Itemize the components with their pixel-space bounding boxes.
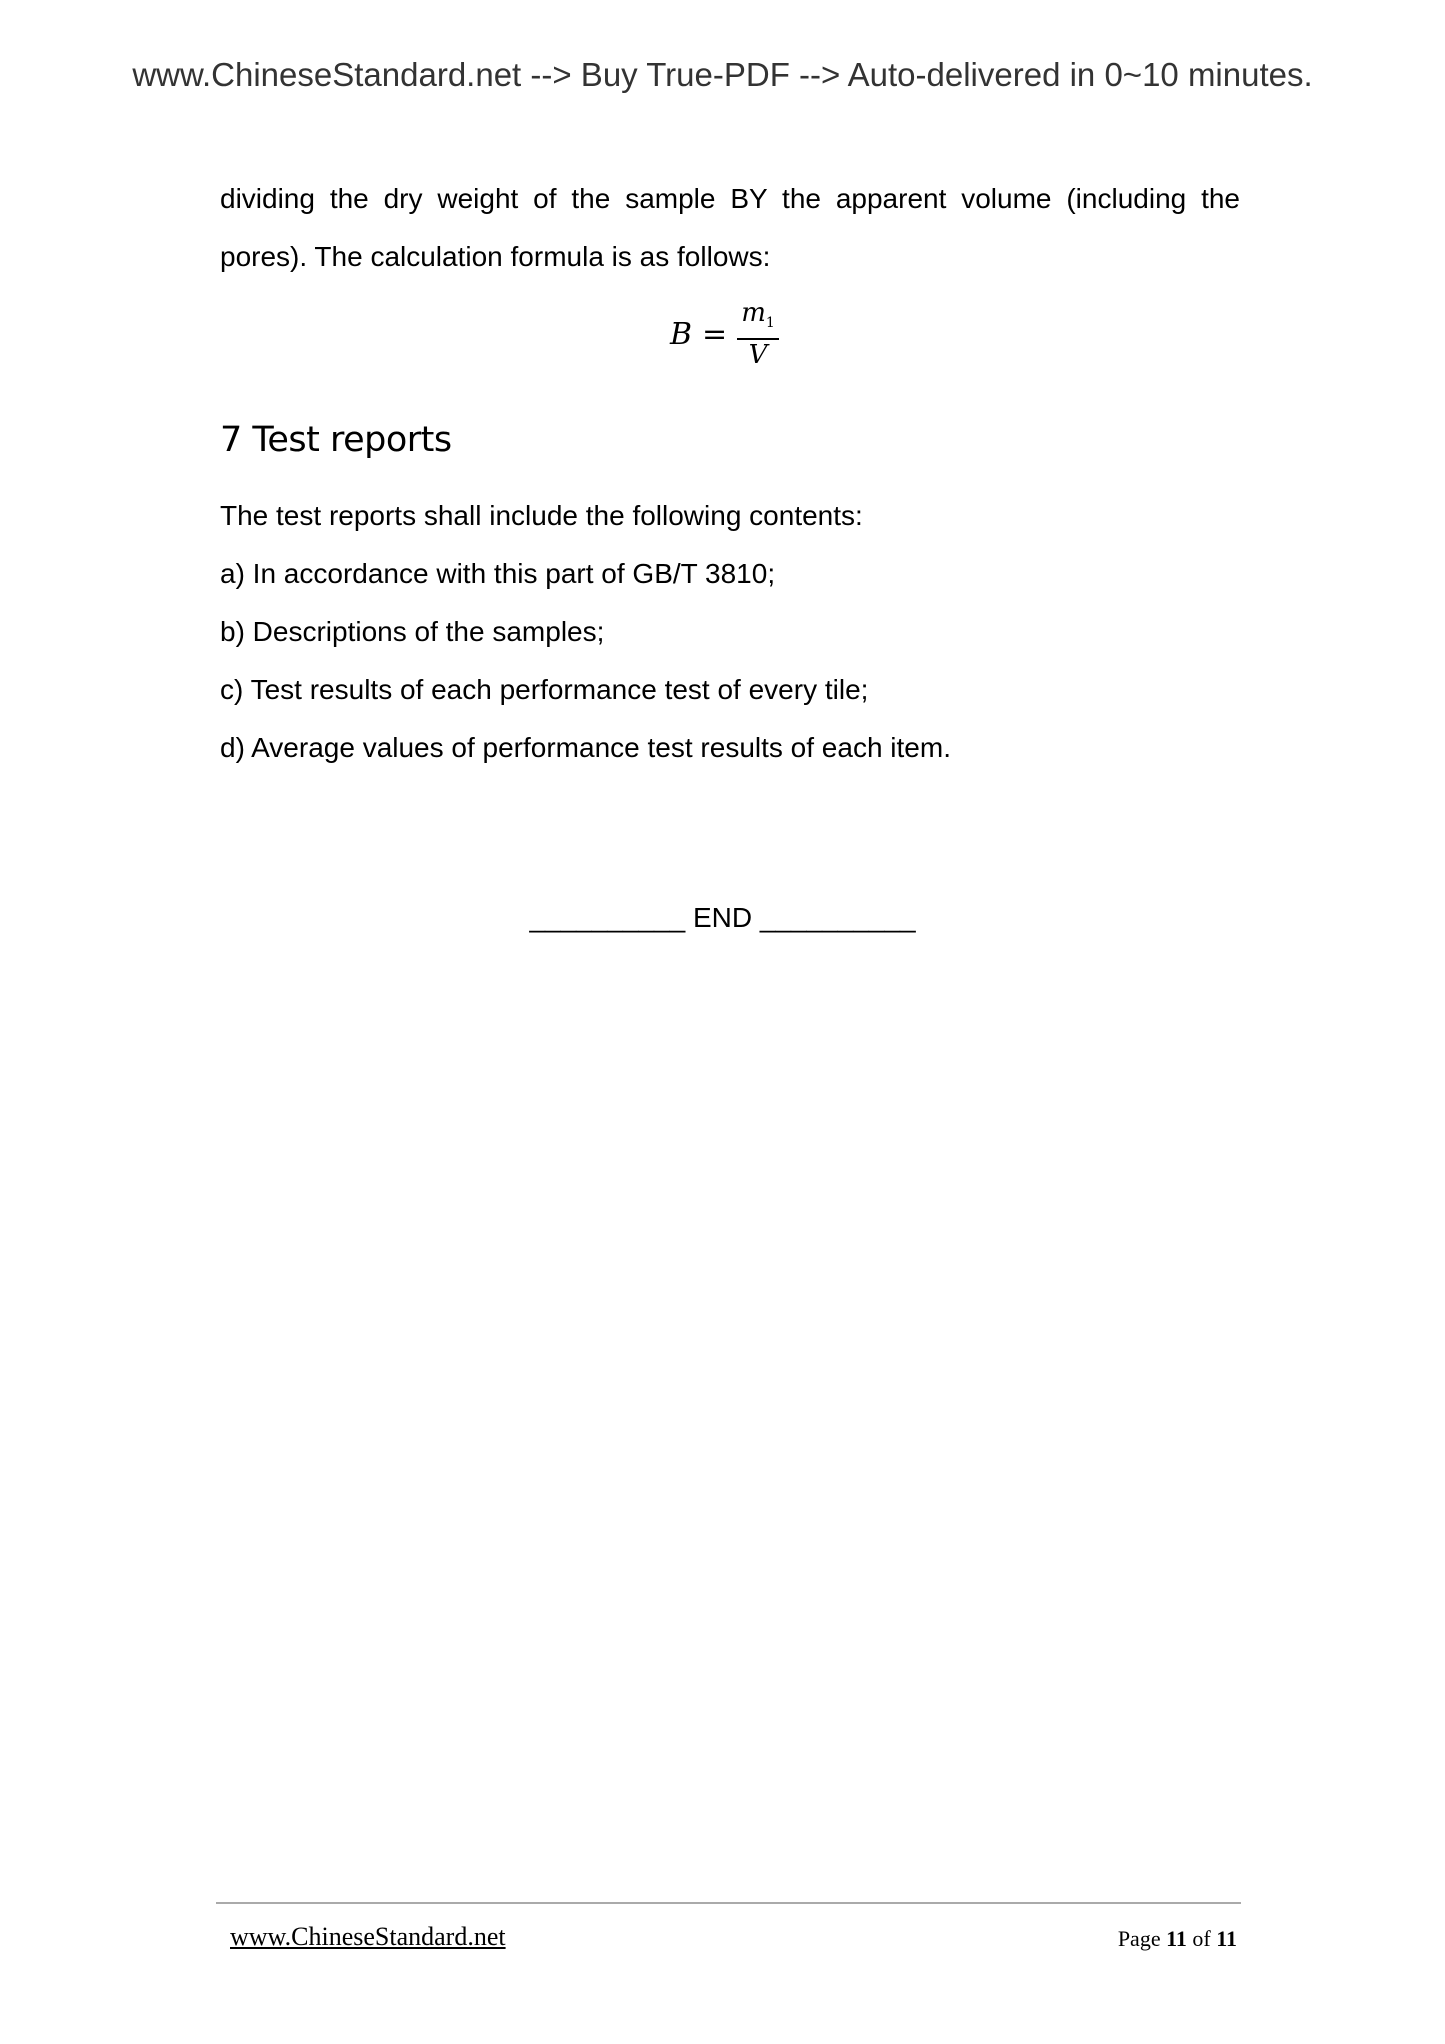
formula-lhs: B [670,316,693,352]
formula-numerator-subscript: 1 [765,315,775,332]
formula-fraction [737,298,779,371]
page-total: 11 [1216,1926,1237,1951]
footer-divider [216,1902,1241,1904]
site-banner: www.ChineseStandard.net --> Buy True-PDF --> Auto-delivered in 0~10 minutes. [132,56,1313,93]
footer-site-link[interactable]: www.ChineseStandard.net [230,1922,506,1951]
formula-equals: = [702,316,728,352]
list-item: c) Test results of each performance test of every tile; [220,674,869,705]
page-of: of [1192,1926,1211,1951]
list-item: d) Average values of performance test results of each item. [220,732,951,763]
list-intro: The test reports shall include the following contents: [220,500,863,531]
end-marker: __________ END __________ [529,902,916,933]
page-current: 11 [1166,1926,1187,1951]
list-item: a) In accordance with this part of GB/T 3810; [220,558,776,589]
paragraph-line-1: dividing the dry weight of the sample BY the apparent volume (including the [220,183,1240,214]
formula-numerator-symbol: m [741,298,766,328]
paragraph-line-2: pores). The calculation formula is as follows: [220,241,771,272]
test-report-list [220,498,951,788]
formula-numerator [737,300,779,340]
density-formula [670,298,779,371]
page-label: Page [1117,1926,1161,1951]
page-number [1118,1926,1237,1952]
section-heading: 7 Test reports [220,420,452,460]
formula-denominator: V [748,340,768,371]
list-item: b) Descriptions of the samples; [220,616,605,647]
